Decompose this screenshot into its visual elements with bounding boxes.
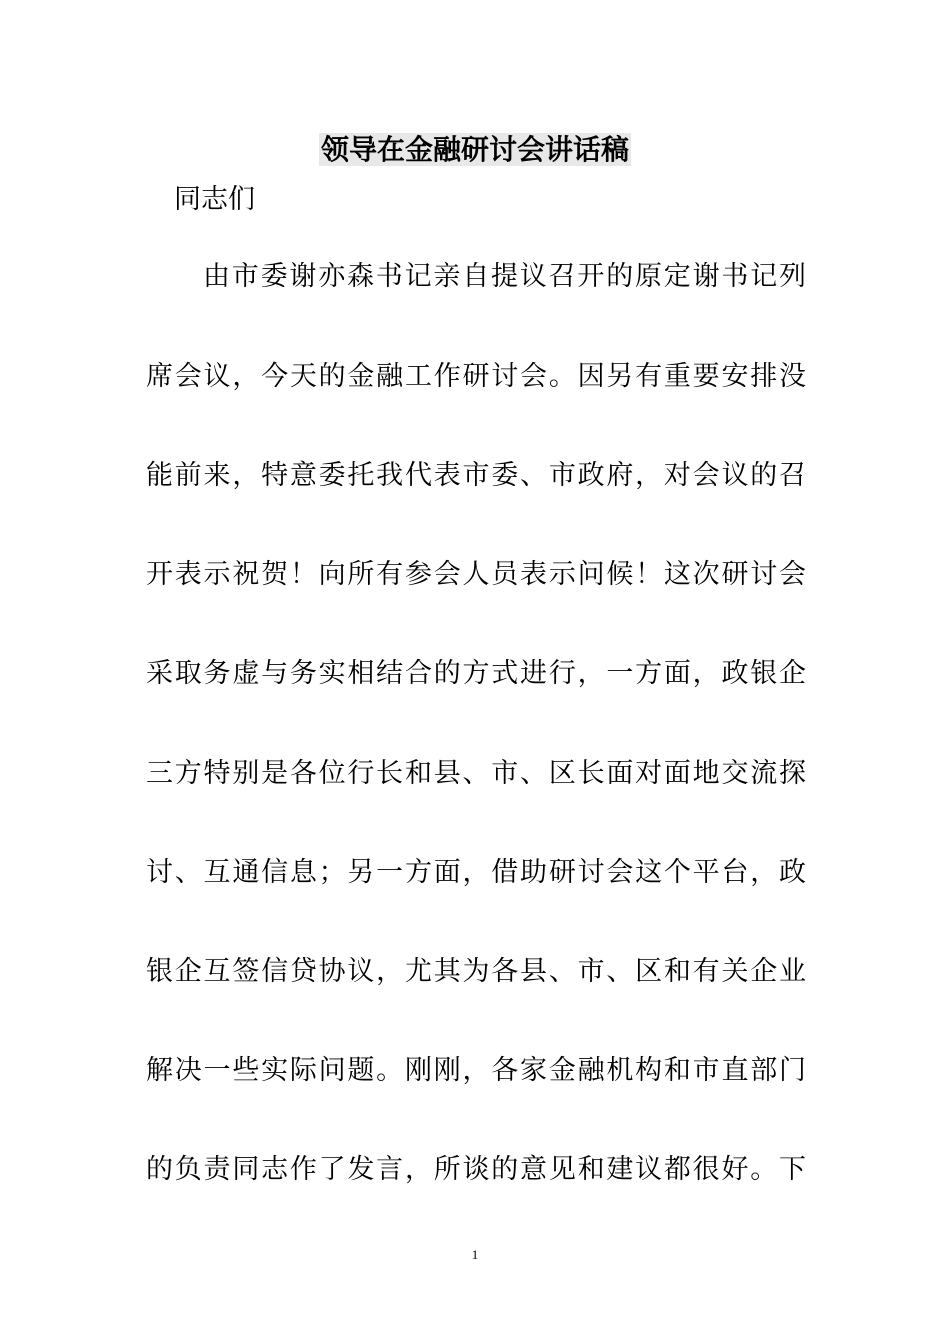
- body-line-7: 讨、互通信息；另一方面，借助研讨会这个平台，政: [146, 857, 806, 888]
- body-line-8: 银企互签信贷协议，尤其为各县、市、区和有关企业: [146, 956, 806, 987]
- page-number: 1: [471, 1247, 479, 1262]
- document-title: [0, 130, 950, 170]
- document-title-text: 领导在金融研讨会讲话稿: [320, 133, 629, 166]
- body-line-5: 采取务虚与务实相结合的方式进行，一方面，政银企: [146, 658, 806, 689]
- body-line-9: 解决一些实际问题。刚刚，各家金融机构和市直部门: [146, 1055, 806, 1086]
- body-line-2: 席会议，今天的金融工作研讨会。因另有重要安排没: [146, 361, 806, 392]
- salutation: 同志们: [174, 184, 255, 215]
- body-line-1: 由市委谢亦森书记亲自提议召开的原定谢书记列: [203, 261, 806, 292]
- body-line-3: 能前来，特意委托我代表市委、市政府，对会议的召: [146, 460, 806, 491]
- body-line-10: 的负责同志作了发言，所谈的意见和建议都很好。下: [146, 1154, 806, 1185]
- body-line-4: 开表示祝贺！向所有参会人员表示问候！这次研讨会: [146, 559, 806, 590]
- body-line-6: 三方特别是各位行长和县、市、区长面对面地交流探: [146, 758, 806, 789]
